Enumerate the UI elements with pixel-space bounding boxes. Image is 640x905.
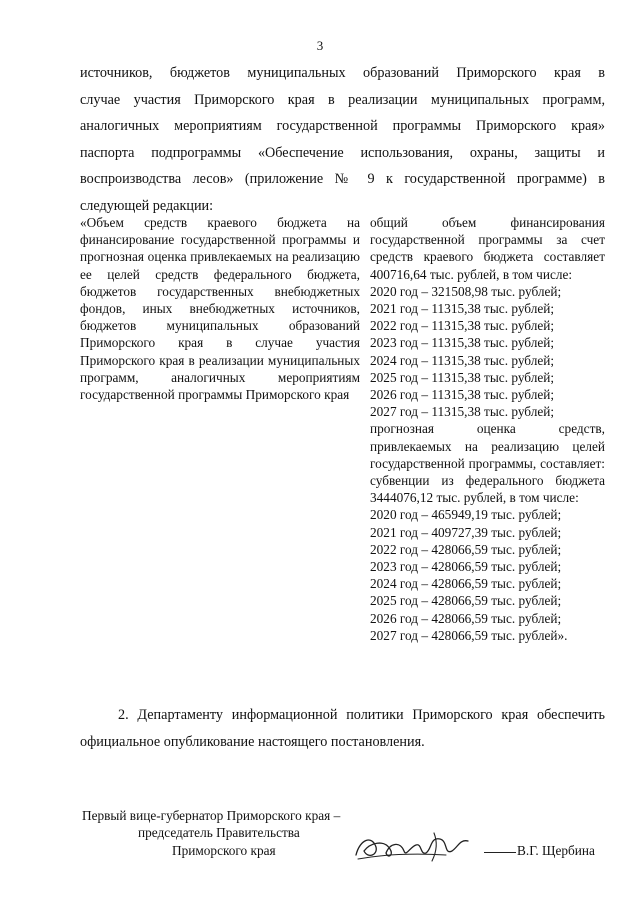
- budget-year-row: 2027 год – 11315,38 тыс. рублей;: [370, 404, 555, 420]
- intro-line: аналогичных мероприятиям государственной программы Приморского края»: [80, 118, 605, 135]
- forecast-year-row: 2026 год – 428066,59 тыс. рублей;: [370, 610, 562, 626]
- budget-year-row: 2020 год – 321508,98 тыс. рублей;: [370, 283, 562, 299]
- budget-year-row: 2026 год – 11315,38 тыс. рублей;: [370, 387, 555, 403]
- forecast-year-row: 2023 год – 428066,59 тыс. рублей;: [370, 559, 562, 575]
- signatory-name: В.Г. Щербина: [517, 843, 595, 858]
- budget-year-row: 2025 год – 11315,38 тыс. рублей;: [370, 369, 555, 385]
- budget-year-row: 2024 год – 11315,38 тыс. рублей;: [370, 352, 555, 368]
- signatory-title-line-1: Первый вице-губернатор Приморского края –: [82, 808, 341, 823]
- handwritten-signature: [350, 825, 480, 865]
- intro-line: случае участия Приморского края в реализации муниципальных программ,: [80, 91, 605, 108]
- intro-line: воспроизводства лесов» (приложение № 9 к государственной программе) в: [80, 171, 605, 188]
- intro-paragraph: [80, 60, 605, 220]
- signature-dash: [484, 852, 516, 853]
- forecast-year-row: 2022 год – 428066,59 тыс. рублей;: [370, 541, 562, 557]
- forecast-year-row: 2021 год – 409727,39 тыс. рублей;: [370, 524, 562, 540]
- forecast-intro: прогнозная оценка средств, привлекаемых на реализацию целей государственной программы, составляет: субвенции из федерального бюджета 3444076,12 тыс. рублей, в том числе:: [370, 421, 605, 506]
- signatory-title-line-2: председатель Правительства: [138, 825, 300, 840]
- item-2-number: 2.: [118, 707, 129, 723]
- page-number: 3: [316, 38, 324, 53]
- budget-year-row: 2021 год – 11315,38 тыс. рублей;: [370, 301, 555, 317]
- budget-intro: общий объем финансирования государственной программы за счет средств краевого бюджета составляет 400716,64 тыс. рублей, в том числе:: [370, 215, 605, 282]
- forecast-year-row: 2024 год – 428066,59 тыс. рублей;: [370, 576, 562, 592]
- budget-year-row: 2022 год – 11315,38 тыс. рублей;: [370, 318, 555, 334]
- forecast-year-row: 2020 год – 465949,19 тыс. рублей;: [370, 507, 562, 523]
- item-2-paragraph: [80, 702, 605, 755]
- forecast-year-row: 2025 год – 428066,59 тыс. рублей;: [370, 593, 562, 609]
- intro-line: следующей редакции:: [80, 197, 214, 214]
- intro-line: паспорта подпрограммы «Обеспечение использования, охраны, защиты и: [80, 144, 605, 161]
- forecast-year-row: 2027 год – 428066,59 тыс. рублей».: [370, 627, 568, 643]
- passport-field-label: «Объем средств краевого бюджета на финансирование государственной программы и прогнозная оценка привлекаемых на реализацию ее целей средств федерального бюджета, бюджетов государственных внебюджетных фондов, иных внебюджетных источников, бюджетов муниципальных образований Приморского края в случае участия Приморского края в реализации муниципальных программ, аналогичных мероприятиям государственной программы Приморского края: [80, 215, 360, 403]
- item-2-text: Департаменту информационной политики Приморского края обеспечить официальное опубликование настоящего постановления.: [80, 707, 605, 750]
- intro-line: источников, бюджетов муниципальных образований Приморского края в: [80, 65, 605, 81]
- signatory-title-line-3: Приморского края: [172, 843, 276, 858]
- passport-field-value: [370, 214, 605, 644]
- budget-year-row: 2023 год – 11315,38 тыс. рублей;: [370, 335, 555, 351]
